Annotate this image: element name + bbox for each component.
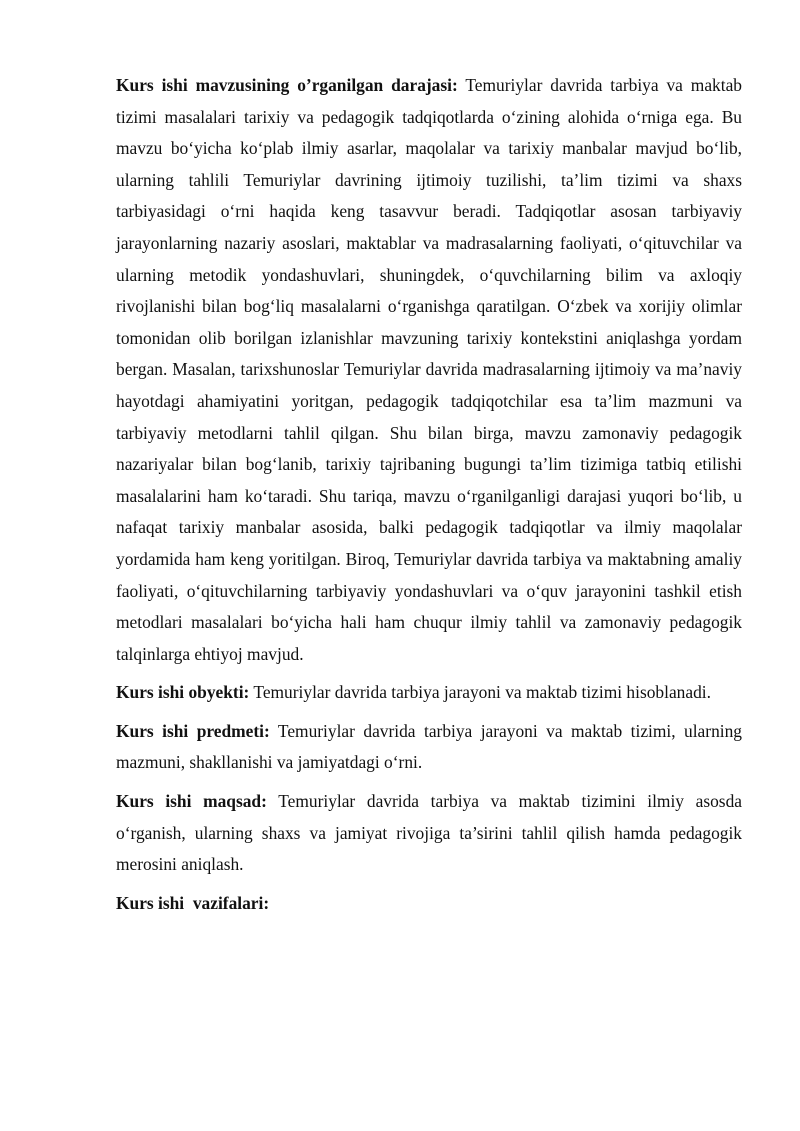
section-subject: [116, 716, 742, 779]
document-page: [116, 70, 742, 919]
section-text: Temuriylar davrida tarbiya va maktab tizimini ilmiy asosda o‘rganish, ularning shaxs va jamiyat rivojiga ta’sirini tahlil qilish hamda pedagogik merosini aniqlash.: [116, 791, 742, 875]
section-label: Kurs ishi predmeti:: [116, 720, 270, 741]
section-label: Kurs ishi mavzusining o’rganilgan darajasi:: [116, 75, 458, 95]
tasks-heading: Kurs ishi vazifalari:: [116, 892, 270, 913]
section-label: Kurs ishi maqsad:: [116, 791, 267, 812]
section-text: Temuriylar davrida tarbiya jarayoni va maktab tizimi hisoblanadi.: [253, 682, 711, 703]
section-studied-degree: [116, 70, 742, 670]
section-text: Temuriylar davrida tarbiya va maktab tizimi masalalari tarixiy va pedagogik tadqiqotlarda o‘zining alohida o‘rniga ega. Bu mavzu bo‘yicha ko‘plab ilmiy asarlar, maqolalar va tarixiy manbalar mavjud bo‘lib, ularning tahlili Temuriylar davrining ijtimoiy tuzilishi, ta’lim tizimi va shaxs tarbiyasidagi o‘rni haqida keng tasavvur beradi. Tadqiqotlar asosan tarbiyaviy jarayonlarning nazariy asoslari, maktablar va madrasalarning faoliyati, o‘qituvchilar va ularning metodik yondashuvlari, shuningdek, o‘quvchilarning bilim va axloqiy rivojlanishi bilan bog‘liq masalalarni o‘rganishga qaratilgan. O‘zbek va xorijiy olimlar tomonidan olib borilgan izlanishlar mavzuning tarixiy kontekstini aniqlashga yordam bergan. Masalan, tarixshunoslar Temuriylar davrida madrasalarning ijtimoiy va ma’naviy hayotdagi ahamiyatini yoritgan, pedagogik tadqiqotchilar esa ta’lim mazmuni va tarbiyaviy metodlarni tahlil qilgan. Shu bilan birga, mavzu zamonaviy pedagogik nazariyalar bilan bog‘lanib, tarixiy tajribaning bugungi ta’lim tizimiga tatbiq etilishi masalalarini ham ko‘taradi. Shu tariqa, mavzu o‘rganilganligi darajasi yuqori bo‘lib, u nafaqat tarixiy manbalar asosida, balki pedagogik tadqiqotlar va ilmiy maqolalar yordamida ham keng yoritilgan. Biroq, Temuriylar davrida tarbiya va maktabning amaliy faoliyati, o‘qituvchilarning tarbiyaviy yondashuvlari va o‘quv jarayonini tashkil etish metodlari masalalari bo‘yicha hali ham chuqur ilmiy tahlil va zamonaviy pedagogik talqinlarga ehtiyoj mavjud.: [116, 75, 742, 664]
section-label: Kurs ishi obyekti:: [116, 682, 250, 703]
section-text: Temuriylar davrida tarbiya jarayoni va maktab tizimi, ularning mazmuni, shakllanishi va jamiyatdagi o‘rni.: [116, 720, 742, 773]
section-object: [116, 677, 742, 709]
section-goal: [116, 786, 742, 881]
